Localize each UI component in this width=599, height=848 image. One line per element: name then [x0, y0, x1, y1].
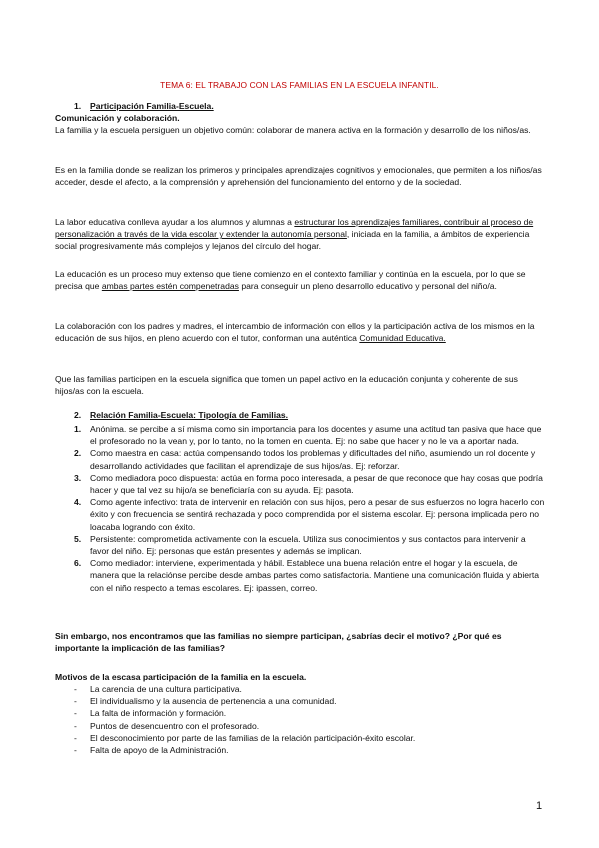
- list-item-text: Puntos de desencuentro con el profesorado.: [90, 720, 260, 731]
- list-item-number: 5.: [74, 533, 82, 544]
- section-1-heading: [74, 100, 214, 112]
- list-item-text: Falta de apoyo de la Administración.: [90, 745, 229, 756]
- list-item: - El desconocimiento por parte de las familias de la relación participación-éxito escolar.: [74, 732, 416, 743]
- list-item: [74, 557, 546, 594]
- page-number: 1: [536, 800, 543, 812]
- list-item-text: El desconocimiento por parte de las familias de la relación participación-éxito escolar.: [90, 732, 416, 743]
- list-item-number: 1.: [74, 424, 82, 434]
- family-types-list: [74, 423, 546, 594]
- list-item-number: 4.: [74, 497, 82, 508]
- paragraph-4-start: La educación es un proceso muy extenso que tiene comienzo en el contexto familiar y continúa en la escuela, por lo que se precisa que: [55, 269, 526, 292]
- section-1-title: Participación Familia-Escuela.: [90, 101, 214, 111]
- section-1-subheading: Comunicación y colaboración.: [55, 113, 180, 123]
- list-item-number: 2.: [74, 448, 82, 459]
- list-item: - Falta de apoyo de la Administración.: [74, 745, 229, 756]
- list-item: [74, 447, 546, 471]
- paragraph-4-underlined: ambas partes estén compenetradas: [101, 281, 239, 292]
- section-2-heading: [74, 409, 288, 421]
- section-2-title: Relación Familia-Escuela: Tipología de Familias.: [90, 410, 289, 420]
- list-item-text: Como mediadora poco dispuesta: actúa en forma poco interesada, a pesar de que reconoce que hay cosas que podría hacer y que tal vez su hijo/a se beneficiaría con su ayuda. Ej: pasota.: [90, 472, 543, 496]
- paragraph-3: [55, 216, 545, 253]
- list-item-text: Persistente: comprometida activamente con la escuela. Utiliza sus conocimientos y sus contactos para intervenir a favor del niño. Ej: personas que están presentes y además se implican.: [90, 533, 526, 557]
- paragraph-3-start: La labor educativa conlleva ayudar a los alumnos y alumnas a: [55, 217, 295, 227]
- paragraph-5-start: La colaboración con los padres y madres, el intercambio de información con ellos y la participación activa de los mismos en la educación de sus hijos, en pleno acuerdo con el tutor, conforman una auténtica: [55, 321, 535, 344]
- motives-heading: Motivos de la escasa participación de la familia en la escuela.: [55, 672, 307, 682]
- paragraph-1: La familia y la escuela persiguen un objetivo común: colaborar de manera activa en la formación y desarrollo de los niños/as.: [55, 125, 531, 135]
- list-item: - La carencia de una cultura participativa.: [74, 684, 242, 694]
- paragraph-3-end: , iniciada en la familia, a ámbitos de experiencia social progresivamente más complejos y lejanos del círculo del hogar.: [55, 229, 530, 252]
- list-item: - El individualismo y la ausencia de pertenencia a una comunidad.: [74, 696, 337, 707]
- list-item-text: La falta de información y formación.: [90, 708, 227, 719]
- list-item: [74, 472, 546, 496]
- motives-list: [74, 683, 544, 756]
- list-item-number: 6.: [74, 558, 82, 569]
- list-item-text: Como mediador: interviene, experimentada y hábil. Establece una buena relación entre el hogar y la escuela, de manera que la relaciónse percibe desde ambas partes como satisfactoria. Mantiene una comunicación fluida y abierta con el niño respecto a temas escolares. Ej: ipassen, correo.: [90, 558, 540, 593]
- list-item: [74, 423, 546, 447]
- paragraph-2: Es en la familia donde se realizan los primeros y principales aprendizajes cognitivos y emocionales, que permiten a los niños/as acceder, desde el afecto, a la comprensión y aprehensión del funcionamiento del entorno y de la sociedad.: [55, 165, 542, 188]
- list-item-text: Como maestra en casa: actúa compensando todos los problemas y dificultades del niño, asumiendo un rol docente y desarrollando actividades que facilitan el aprendizaje de sus hijos/as. Ej: reforzar.: [90, 448, 536, 471]
- paragraph-4: [55, 268, 545, 292]
- paragraph-3-underlined: estructurar los aprendizajes familiares, contribuir al proceso de personalización a través de la vida escolar y extender la autonomía personal: [55, 217, 534, 240]
- list-item-text: El individualismo y la ausencia de pertenencia a una comunidad.: [90, 696, 337, 707]
- list-item-number: 3.: [74, 472, 82, 483]
- list-item: - Puntos de desencuentro con el profesorado.: [74, 720, 260, 731]
- paragraph-5: [55, 320, 545, 344]
- question-paragraph: Sin embargo, nos encontramos que las familias no siempre participan, ¿sabrías decir el motivo? ¿Por qué es importante la implicación de las familias?: [55, 631, 502, 654]
- list-item: - La falta de información y formación.: [74, 708, 227, 719]
- paragraph-4-end: para conseguir un pleno desarrollo educativo y personal del niño/a.: [238, 281, 497, 292]
- paragraph-6: Que las familias participen en la escuela significa que tomen un papel activo en la educación conjunta y coherente de sus hijos/as con la escuela.: [55, 374, 518, 397]
- paragraph-5-underlined: Comunidad Educativa.: [359, 333, 446, 344]
- list-item-text: La carencia de una cultura participativa.: [90, 684, 242, 694]
- document-title: TEMA 6: EL TRABAJO CON LAS FAMILIAS EN LA ESCUELA INFANTIL.: [160, 80, 439, 90]
- list-item-text: Como agente infectivo: trata de intervenir en relación con sus hijos, pero a pesar de sus esfuerzos no logra hacerlo con éxito y con frecuencia se sentirá rechazada y poco comprendida por el sistema escolar. Ej: persona implicada pero no loacaba logrando con éxito.: [90, 497, 545, 532]
- list-item: [74, 533, 546, 557]
- list-item-text: Anónima. se percibe a sí misma como sin importancia para los docentes y asume una actitud tan pasiva que hace que el profesorado no la vean y, por lo tanto, no la tomen en cuenta. Ej: no sabe que hacer y no le va a aportar nada.: [90, 424, 542, 447]
- section-2-number: 2.: [74, 410, 82, 420]
- section-1-number: 1.: [74, 101, 82, 111]
- list-item: [74, 496, 546, 533]
